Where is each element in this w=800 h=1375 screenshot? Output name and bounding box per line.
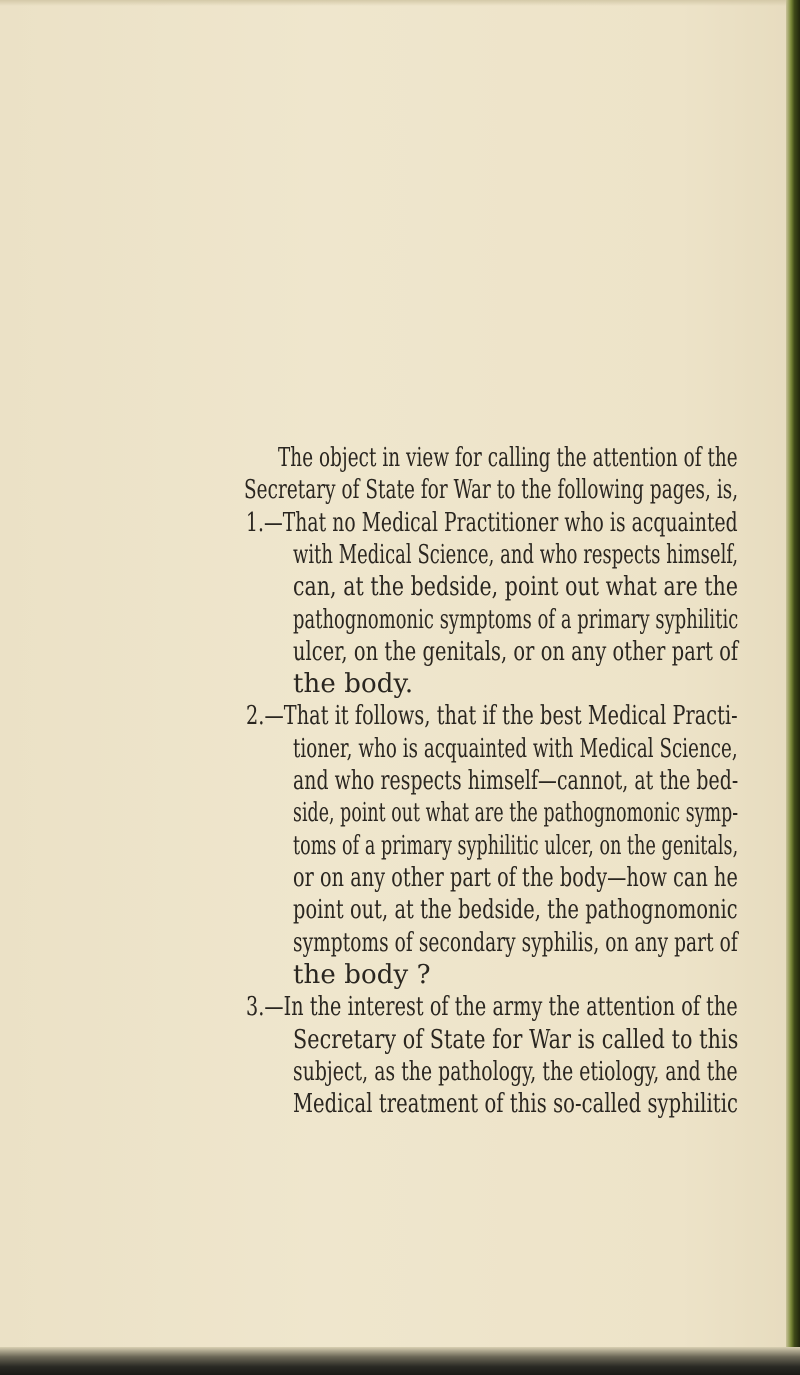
point-1-line-6: the body. — [293, 669, 414, 699]
point-2-line-8: symptoms of secondary syphilis, on any part of — [293, 928, 738, 958]
point-2-line-1: 2.—That it follows, that if the best Medical Practi- — [246, 701, 738, 731]
page-bottom-edge — [0, 1347, 800, 1375]
point-2-line-2: tioner, who is acquainted with Medical Science, — [293, 734, 738, 764]
point-1-line-5: ulcer, on the genitals, or on any other part of — [293, 637, 739, 667]
point-1-line-4: pathognomonic symptoms of a primary syphilitic — [293, 605, 739, 635]
point-2-line-5: toms of a primary syphilitic ulcer, on the genitals, — [293, 831, 739, 861]
point-2-number: 2.— — [246, 701, 284, 731]
point-1-line-1: 1.—That no Medical Practitioner who is acquainted — [246, 508, 738, 538]
point-2-line-4: side, point out what are the pathognomonic symp- — [293, 798, 739, 828]
point-2-line-3: and who respects himself—cannot, at the bed- — [293, 766, 739, 796]
point-1-number: 1.— — [246, 508, 283, 538]
point-3-line-1: 3.—In the interest of the army the attention of the — [246, 992, 738, 1022]
intro-line-2: Secretary of State for War to the following pages, is, — [244, 475, 739, 505]
point-2-line-9: the body ? — [293, 960, 431, 990]
point-3-line-3: subject, as the pathology, the etiology, and the — [293, 1057, 738, 1087]
point-2-line-6: or on any other part of the body—how can he — [293, 863, 738, 893]
point-3-line-2: Secretary of State for War is called to this — [293, 1025, 739, 1055]
point-1-line-3: can, at the bedside, point out what are the — [293, 572, 739, 602]
page-top-edge — [0, 0, 800, 6]
point-3-number: 3.— — [246, 992, 284, 1022]
intro-line-1: The object in view for calling the attention of the — [278, 443, 738, 473]
point-3-line-4: Medical treatment of this so-called syphilitic — [293, 1089, 739, 1119]
point-2-line-7: point out, at the bedside, the pathognomonic — [293, 895, 738, 925]
page-body-text — [0, 442, 800, 1342]
point-1-line-2: with Medical Science, and who respects himself, — [293, 540, 739, 570]
page-binding-edge — [786, 0, 800, 1375]
